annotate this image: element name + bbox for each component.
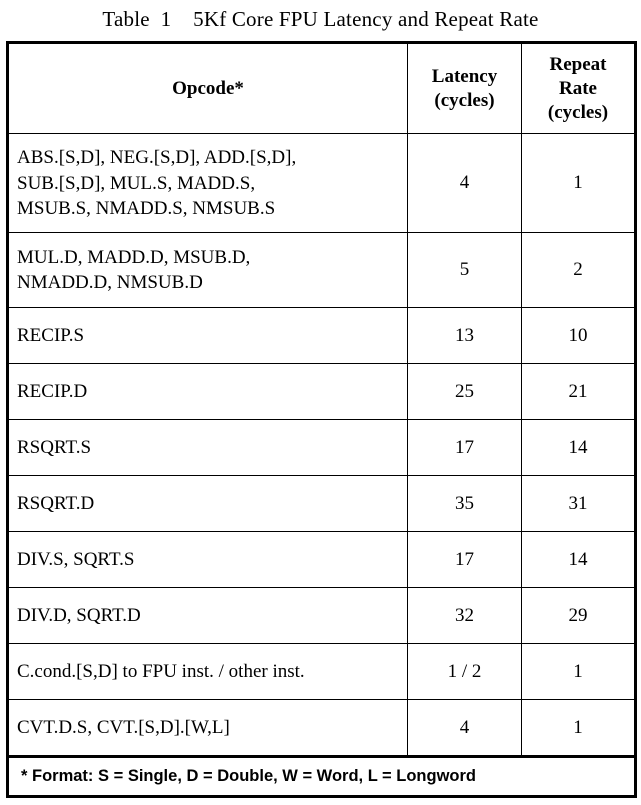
cell-repeat-rate: 2: [522, 233, 636, 308]
cell-opcode: [8, 700, 408, 757]
opcode-line: SUB.[S,D], MUL.S, MADD.S,: [17, 172, 256, 194]
opcode-line: RECIP.S: [17, 325, 85, 347]
table-row: [8, 134, 636, 233]
opcode-line: RECIP.D: [17, 381, 88, 403]
cell-repeat-rate: 1: [522, 700, 636, 757]
table-row: [8, 308, 636, 364]
column-header-latency: [408, 43, 522, 134]
cell-opcode: [8, 364, 408, 420]
table-row: [8, 588, 636, 644]
column-header-repeat-line3: (cycles): [547, 101, 609, 123]
opcode-line: ABS.[S,D], NEG.[S,D], ADD.[S,D],: [17, 146, 297, 168]
table-row: [8, 233, 636, 308]
table-row: [8, 476, 636, 532]
cell-latency: 17: [408, 532, 522, 588]
column-header-repeat-line2: Rate: [559, 77, 597, 99]
cell-latency: 5: [408, 233, 522, 308]
cell-repeat-rate: 14: [522, 532, 636, 588]
cell-repeat-rate: 1: [522, 644, 636, 700]
opcode-line: RSQRT.S: [17, 437, 92, 459]
column-header-opcode-label: Opcode*: [172, 77, 244, 99]
cell-opcode: [8, 420, 408, 476]
cell-repeat-rate: 29: [522, 588, 636, 644]
table-footnote-row: [8, 757, 636, 797]
table-footnote: * Format: S = Single, D = Double, W = Word, L = Longword: [8, 757, 636, 797]
cell-opcode: [8, 308, 408, 364]
table-header-row: [8, 43, 636, 134]
cell-latency: 32: [408, 588, 522, 644]
table-row: [8, 532, 636, 588]
table-header: [8, 43, 636, 134]
cell-opcode: [8, 476, 408, 532]
table-caption: Table 1 5Kf Core FPU Latency and Repeat Rate: [102, 7, 539, 31]
cell-latency: 1 / 2: [408, 644, 522, 700]
table-row: [8, 420, 636, 476]
table-row: [8, 644, 636, 700]
cell-latency: 13: [408, 308, 522, 364]
cell-repeat-rate: 1: [522, 134, 636, 233]
opcode-line: RSQRT.D: [17, 493, 95, 515]
cell-latency: 17: [408, 420, 522, 476]
cell-opcode: [8, 233, 408, 308]
column-header-opcode: [8, 43, 408, 134]
table-row: [8, 700, 636, 757]
column-header-latency-line1: Latency: [431, 65, 498, 87]
cell-repeat-rate: 31: [522, 476, 636, 532]
opcode-line: CVT.D.S, CVT.[S,D].[W,L]: [17, 717, 230, 739]
opcode-line: DIV.D, SQRT.D: [17, 605, 141, 627]
opcode-line: DIV.S, SQRT.S: [17, 549, 135, 571]
cell-opcode: [8, 134, 408, 233]
column-header-repeat-rate: [522, 43, 636, 134]
cell-repeat-rate: 14: [522, 420, 636, 476]
cell-latency: 4: [408, 134, 522, 233]
column-header-latency-line2: (cycles): [434, 89, 495, 111]
opcode-line: NMADD.D, NMSUB.D: [17, 272, 203, 294]
cell-latency: 4: [408, 700, 522, 757]
table-footer: [8, 757, 636, 797]
table-row: [8, 364, 636, 420]
cell-repeat-rate: 21: [522, 364, 636, 420]
opcode-line: C.cond.[S,D] to FPU inst. / other inst.: [17, 661, 305, 683]
cell-repeat-rate: 10: [522, 308, 636, 364]
column-header-repeat-line1: Repeat: [549, 54, 607, 76]
cell-latency: 25: [408, 364, 522, 420]
table-body: [8, 134, 636, 757]
cell-opcode: [8, 588, 408, 644]
opcode-line: MSUB.S, NMADD.S, NMSUB.S: [17, 198, 276, 220]
opcode-line: MUL.D, MADD.D, MSUB.D,: [17, 246, 251, 268]
cell-latency: 35: [408, 476, 522, 532]
cell-opcode: [8, 644, 408, 700]
fpu-latency-table: [6, 41, 637, 798]
cell-opcode: [8, 532, 408, 588]
